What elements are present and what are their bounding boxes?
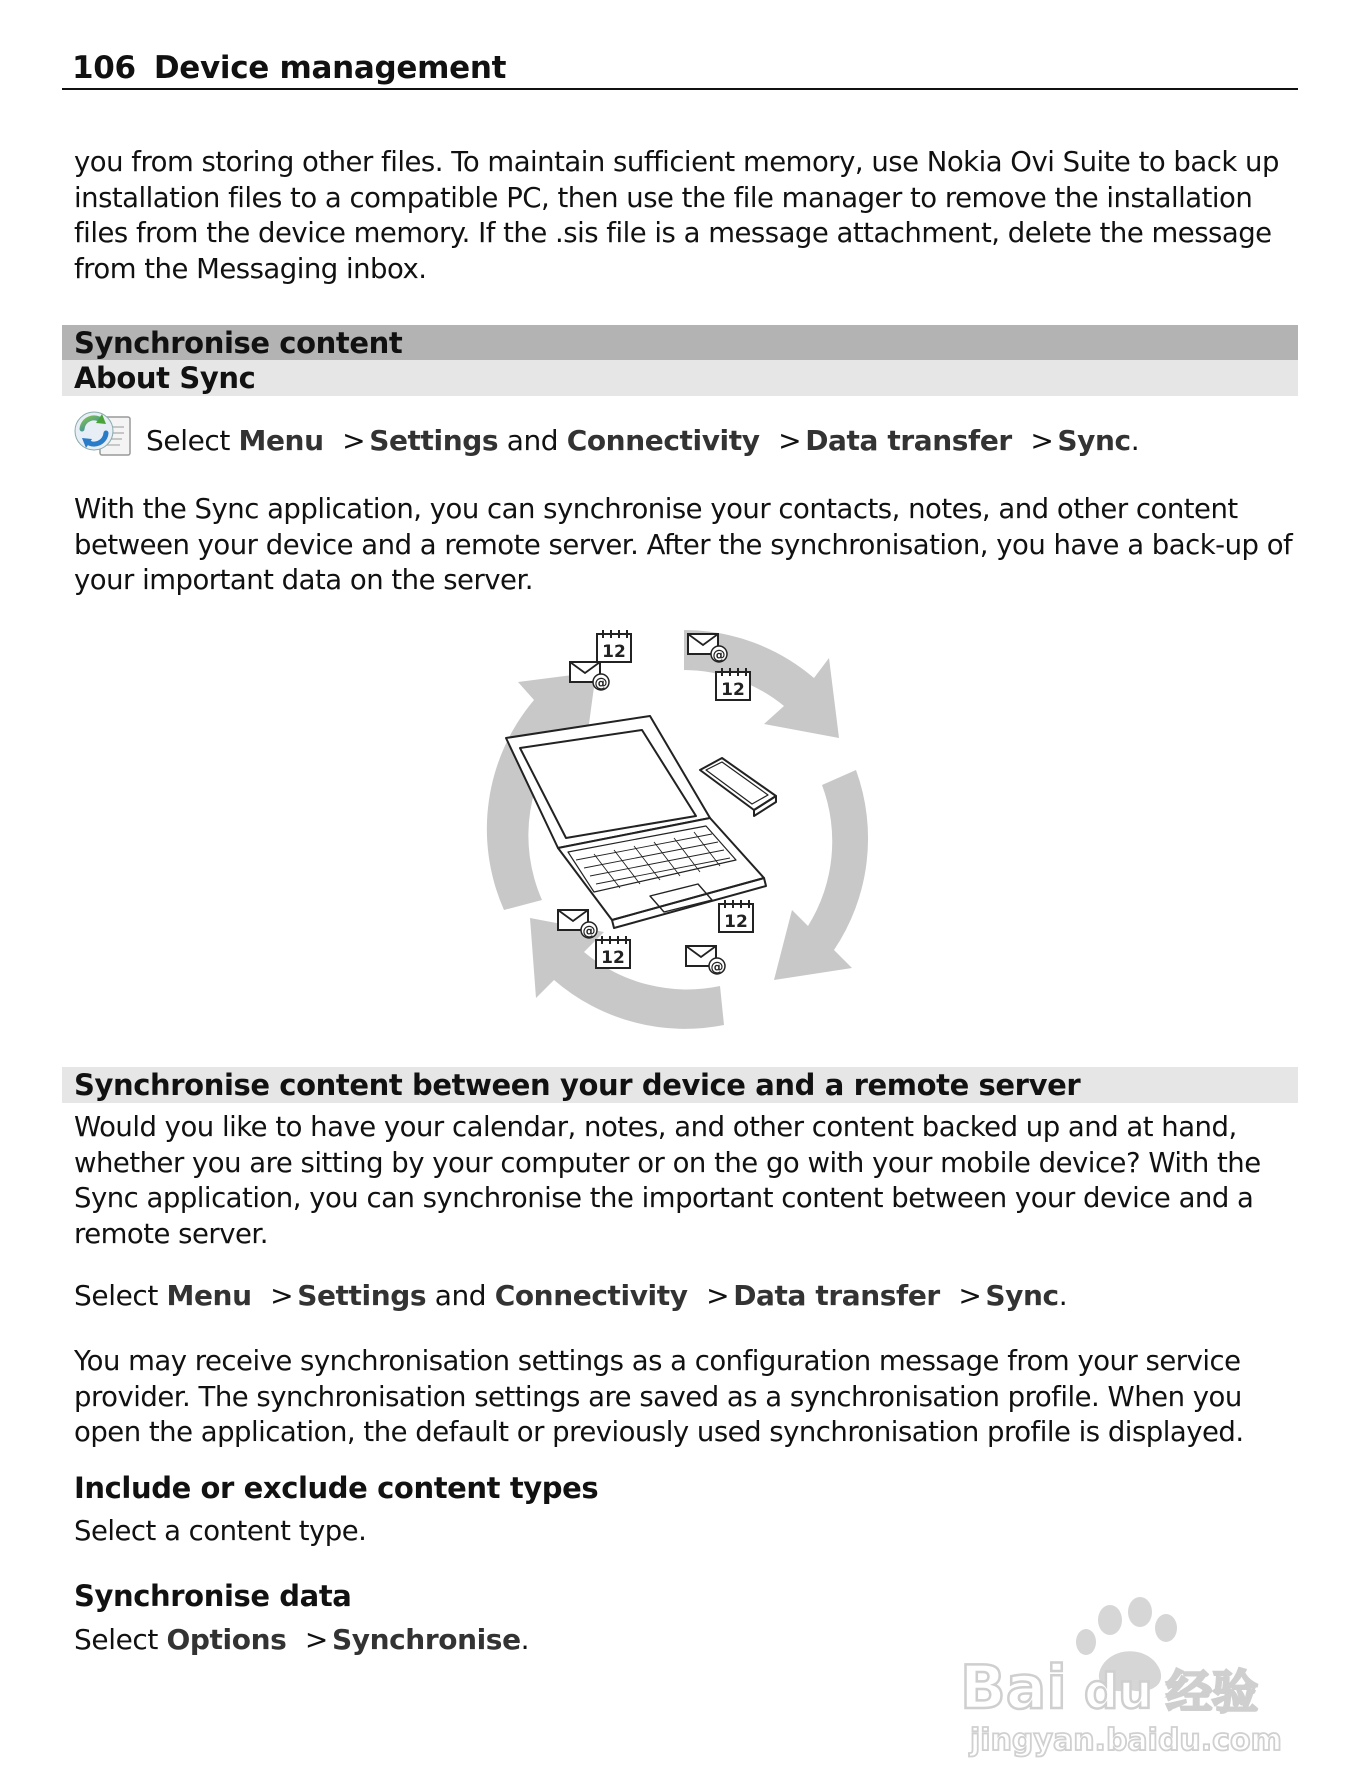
- remote-sync-intro: Would you like to have your calendar, notes, and other content backed up and at hand, whether you are sitting by your computer or on the go with your mobile device? With the Sync application, you can synchronise the important content between your device and a remote server.: [74, 1111, 1261, 1250]
- path-menu: Menu: [166, 1279, 252, 1312]
- email-at-symbol: @: [594, 676, 608, 691]
- about-sync-description: With the Sync application, you can synchronise your contacts, notes, and other content between your device and a remote server. After the synchronisation, you have a back-up of your important data on the server.: [74, 493, 1293, 596]
- email-icon: [686, 946, 725, 975]
- laptop-illustration: [506, 716, 766, 928]
- chapter-title: Device management: [153, 50, 507, 86]
- include-exclude-text: Select a content type.: [74, 1515, 367, 1547]
- path-separator: >: [706, 1279, 730, 1312]
- remote-sync-settings-text: You may receive synchronisation settings as a configuration message from your service provider. The synchronisation settings are saved as a synchronisation profile. When you open the application, the default or previously used synchronisation profile is displayed.: [74, 1345, 1244, 1448]
- path-menu: Menu: [238, 424, 324, 457]
- path-period: .: [520, 1623, 530, 1656]
- calendar-icon: [719, 900, 753, 932]
- include-exclude-heading: Include or exclude content types: [74, 1471, 599, 1505]
- path-period: .: [1058, 1279, 1068, 1312]
- running-header: [62, 48, 1298, 90]
- sync-data-menu-path: [74, 1622, 529, 1658]
- remote-sync-menu-path: [74, 1278, 1067, 1314]
- remote-sync-title-bar: [62, 1067, 1298, 1103]
- path-separator: >: [270, 1279, 294, 1312]
- path-separator: >: [304, 1623, 328, 1656]
- path-sync: Sync: [985, 1279, 1059, 1312]
- page-number: 106: [72, 50, 136, 86]
- intro-paragraph: you from storing other files. To maintain sufficient memory, use Nokia Ovi Suite to back up installation files to a compatible PC, then use the file manager to remove the installation files from the device memory. If the .sis file is a message attachment, delete the message from the Messaging inbox.: [74, 146, 1279, 285]
- sync-illustration: [474, 620, 894, 1040]
- path-sync: Sync: [1057, 424, 1131, 457]
- watermark-brand-du: du: [1084, 1664, 1153, 1720]
- path-data-transfer: Data transfer: [733, 1279, 940, 1312]
- path-options: Options: [166, 1623, 287, 1656]
- path-period: .: [1130, 424, 1140, 457]
- section-title: Synchronise content: [74, 326, 403, 360]
- remote-sync-title: Synchronise content between your device and a remote server: [74, 1068, 1081, 1102]
- path-select-text: Select: [74, 1279, 158, 1312]
- email-at-symbol: @: [712, 648, 726, 663]
- path-and: and: [434, 1279, 487, 1312]
- about-sync-menu-path: [146, 423, 1139, 459]
- phone-illustration: [700, 758, 776, 816]
- path-data-transfer: Data transfer: [805, 424, 1012, 457]
- path-select-text: Select: [146, 424, 230, 457]
- path-settings: Settings: [369, 424, 499, 457]
- path-separator: >: [778, 424, 802, 457]
- path-connectivity: Connectivity: [566, 424, 760, 457]
- calendar-icon: [716, 668, 750, 700]
- calendar-day-number: 12: [724, 912, 748, 932]
- calendar-icon: [597, 630, 631, 662]
- sync-data-heading: Synchronise data: [74, 1579, 352, 1613]
- watermark-brand-cn: 经验: [1166, 1665, 1258, 1719]
- path-and: and: [506, 424, 559, 457]
- email-at-symbol: @: [710, 960, 724, 975]
- section-title-bar: [62, 325, 1298, 361]
- calendar-icon: [596, 936, 630, 968]
- path-separator: >: [1030, 424, 1054, 457]
- calendar-day-number: 12: [602, 642, 626, 662]
- path-connectivity: Connectivity: [494, 1279, 688, 1312]
- calendar-day-number: 12: [721, 680, 745, 700]
- baidu-watermark: [960, 1590, 1300, 1760]
- about-sync-title: About Sync: [74, 361, 256, 395]
- path-separator: >: [342, 424, 366, 457]
- path-settings: Settings: [297, 1279, 427, 1312]
- watermark-brand-latin: Bai: [960, 1653, 1067, 1723]
- path-select-text: Select: [74, 1623, 158, 1656]
- watermark-url: jingyan.baidu.com: [970, 1723, 1282, 1758]
- about-sync-title-bar: [62, 360, 1298, 396]
- path-separator: >: [958, 1279, 982, 1312]
- sync-app-icon: [72, 405, 142, 465]
- calendar-day-number: 12: [601, 948, 625, 968]
- path-synchronise: Synchronise: [331, 1623, 521, 1656]
- email-at-symbol: @: [582, 924, 596, 939]
